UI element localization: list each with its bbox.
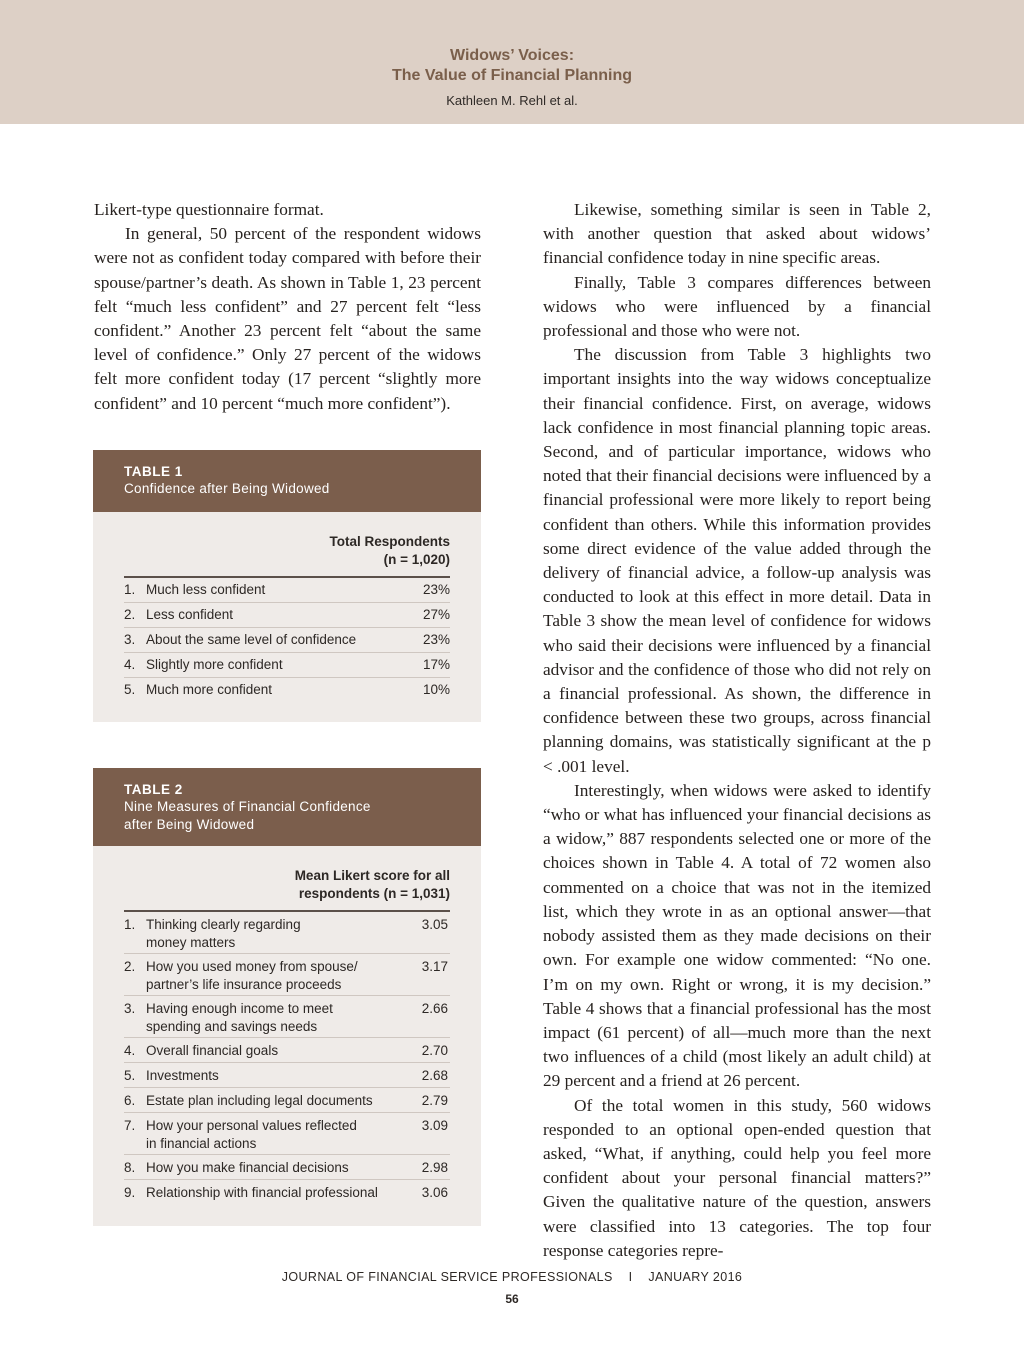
row-number: 1. — [124, 582, 136, 597]
row-label-line2: spending and savings needs — [146, 1018, 318, 1034]
table-1-column-header-line2: (n = 1,020) — [383, 551, 450, 567]
table-row — [124, 954, 450, 996]
table-1 — [93, 450, 481, 722]
table-row — [124, 996, 450, 1038]
row-number: 5. — [124, 682, 136, 697]
row-label — [146, 916, 410, 950]
footer-separator: I — [628, 1270, 633, 1284]
table-2-column-header — [124, 846, 450, 910]
row-label-line1: Having enough income to meet — [146, 1001, 333, 1016]
row-label: Estate plan including legal documents — [146, 1093, 373, 1108]
row-label-line2: in financial actions — [146, 1135, 257, 1151]
row-value: 17% — [422, 657, 450, 672]
row-label-line1: Thinking clearly regarding — [146, 917, 301, 932]
row-number: 8. — [124, 1160, 136, 1175]
row-label: Much more confident — [146, 682, 273, 697]
row-number: 9. — [124, 1185, 136, 1200]
row-label: About the same level of confidence — [146, 632, 357, 647]
row-label-line2: money matters — [146, 934, 236, 950]
row-number: 2. — [124, 959, 136, 974]
row-label-line1: How your personal values reflected — [146, 1118, 357, 1133]
table-row — [124, 1063, 450, 1088]
row-label: Investments — [146, 1068, 219, 1083]
row-label: Less confident — [146, 607, 234, 622]
left-column-text — [94, 198, 481, 416]
table-1-column-header — [124, 512, 450, 576]
row-number: 4. — [124, 657, 136, 672]
table-row — [124, 1088, 450, 1113]
table-2-column-header-line1: Mean Likert score for all — [294, 868, 450, 883]
row-value: 2.79 — [421, 1093, 448, 1108]
table-row — [124, 628, 450, 653]
table-row — [124, 912, 450, 954]
table-1-label: TABLE 1 — [124, 464, 183, 479]
row-value: 3.05 — [421, 917, 448, 932]
page-number: 56 — [505, 1292, 519, 1306]
table-1-column-header-line1: Total Respondents — [329, 534, 450, 549]
running-footer — [0, 1270, 1024, 1284]
row-value: 2.98 — [421, 1160, 448, 1175]
row-value: 3.17 — [421, 959, 448, 974]
paragraph: Finally, Table 3 compares differences between widows who were influenced by a financial professional and those who were not. — [543, 272, 931, 341]
row-label — [146, 1117, 410, 1151]
row-label: Slightly more confident — [146, 657, 283, 672]
paragraph: The discussion from Table 3 highlights two important insights into the way widows conceptualize their financial confidence. First, on average, widows lack confidence in most financial planning topic areas. Second, and of particular importance, widows who noted that their financial decisions were influenced by a financial professional were more likely to report being confident than others. While this information provides some direct evidence of the value added through the delivery of financial advice, a follow-up analysis was conducted to look at this effect in more detail. Data in Table 3 show the mean level of confidence for widows who said their decisions were influenced by a financial advisor and the confidence of those who did not rely on a financial professional. As shown, the difference in confidence between these two groups, across financial planning domains, was statistically significant at the p < .001 level. — [543, 345, 931, 776]
row-value: 2.66 — [421, 1001, 448, 1016]
footer-date: JANUARY 2016 — [648, 1270, 743, 1284]
table-row — [124, 678, 450, 703]
header-authors: Kathleen M. Rehl et al. — [446, 93, 578, 108]
table-2-caption-line1: Nine Measures of Financial Confidence — [124, 799, 371, 814]
row-number: 7. — [124, 1118, 136, 1133]
row-label-line1: How you used money from spouse/ — [146, 959, 358, 974]
header-title-line2: The Value of Financial Planning — [391, 67, 633, 84]
table-row — [124, 1113, 450, 1155]
row-value: 23% — [422, 632, 450, 647]
row-number: 4. — [124, 1043, 136, 1058]
paragraph: Of the total women in this study, 560 widows responded to an optional open-ended question that asked, “What, if anything, could help you feel more confident about your personal financial matters?” Given the qualitative nature of the question, answers were classified into 13 categories. The top four response categories repre- — [543, 1095, 931, 1260]
row-number: 5. — [124, 1068, 136, 1083]
footer-journal-name: JOURNAL OF FINANCIAL SERVICE PROFESSIONALS — [281, 1270, 613, 1284]
table-1-header — [93, 450, 481, 512]
row-label — [146, 958, 410, 992]
row-number: 2. — [124, 607, 136, 622]
table-2 — [93, 768, 481, 1226]
table-2-column-header-line2: respondents (n = 1,031) — [298, 885, 450, 901]
row-value: 2.68 — [421, 1068, 448, 1083]
row-value: 10% — [422, 682, 450, 697]
row-label: Much less confident — [146, 582, 266, 597]
row-value: 27% — [422, 607, 450, 622]
table-2-caption-line2: after Being Widowed — [124, 816, 255, 832]
paragraph: In general, 50 percent of the respondent widows were not as confident today compared with before their spouse/partner’s death. As shown in Table 1, 23 percent felt “much less confident” and 27 percent felt “less confident.” Another 23 percent felt “about the same level of confidence.” Only 27 percent of the widows felt more confident today (17 percent “slightly more confident” and 10 percent “much more confident”). — [94, 224, 481, 413]
row-label: Overall financial goals — [146, 1043, 279, 1058]
row-value: 23% — [422, 582, 450, 597]
table-1-caption: Confidence after Being Widowed — [124, 481, 330, 496]
right-column-text — [543, 198, 931, 1263]
table-row — [124, 1038, 450, 1063]
table-row — [124, 1180, 450, 1205]
table-row — [124, 1155, 450, 1180]
paragraph: Interestingly, when widows were asked to identify “who or what has influenced your financial decisions as a widow,” 887 respondents selected one or more of the choices shown in Table 4. A total of 72 women also commented on a choice that was not in the itemized list, which they wrote in as an optional answer—that nobody assisted them as they made decisions on their own. For example one widow commented: “No one. I’m on my own. Right or wrong, it is my decision.” Table 4 shows that a financial professional has the most impact (61 percent) of all—much more than the next two influences of a child (most likely an adult child) at 29 percent and a friend at 26 percent. — [543, 780, 931, 1091]
row-value: 2.70 — [421, 1043, 448, 1058]
table-1-body — [93, 512, 481, 703]
row-number: 3. — [124, 632, 136, 647]
row-number: 6. — [124, 1093, 136, 1108]
table-2-label: TABLE 2 — [124, 782, 183, 797]
row-label-line2: partner’s life insurance proceeds — [146, 976, 342, 992]
table-2-body — [93, 846, 481, 1205]
row-value: 3.06 — [421, 1185, 448, 1200]
header-title-line1: Widows’ Voices: — [449, 47, 575, 64]
table-row — [124, 578, 450, 603]
running-header — [0, 0, 1024, 124]
row-value: 3.09 — [421, 1118, 448, 1133]
table-2-header — [93, 768, 481, 846]
row-number: 3. — [124, 1001, 136, 1016]
table-row — [124, 603, 450, 628]
paragraph: Likewise, something similar is seen in Table 2, with another question that asked about widows’ financial confidence today in nine specific areas. — [543, 200, 931, 268]
row-number: 1. — [124, 917, 136, 932]
row-label: How you make financial decisions — [146, 1160, 349, 1175]
paragraph: Likert-type questionnaire format. — [94, 200, 324, 219]
row-label: Relationship with financial professional — [146, 1185, 378, 1200]
row-label — [146, 1000, 410, 1034]
table-row — [124, 653, 450, 678]
